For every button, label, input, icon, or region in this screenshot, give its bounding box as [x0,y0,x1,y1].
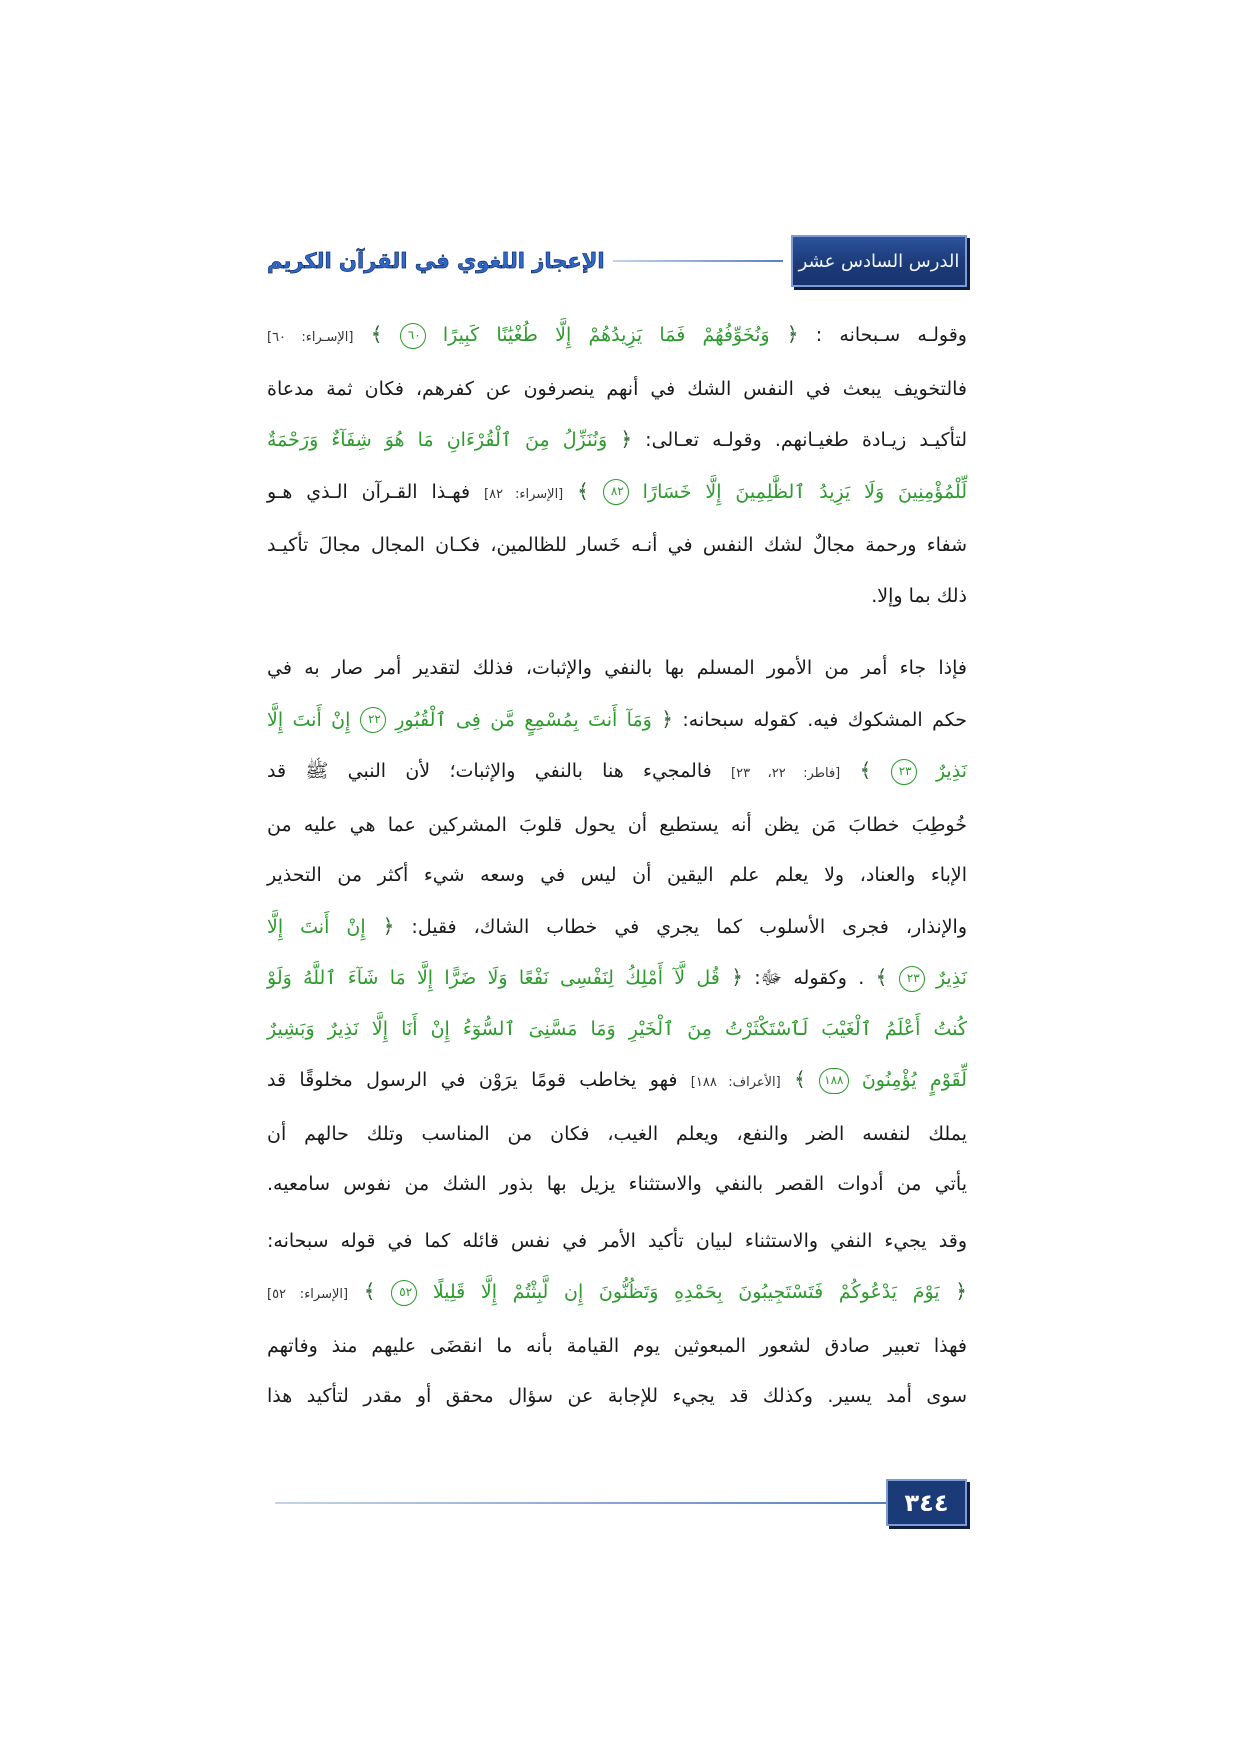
text-line [267,952,967,1004]
page-body [267,309,967,1422]
quran-verse-text: لِّقَوْمٍ يُؤْمِنُونَ [861,1069,967,1091]
text-line [267,571,967,622]
quran-verse-text: لِّلْمُؤْمِنِينَ وَلَا يَزِيدُ ٱلظَّٰلِمِينَ إِلَّا خَسَارًا [642,480,968,503]
paragraph [267,643,967,1210]
verse-citation: [الإسـراء: ٦٠] [267,330,354,345]
verse-citation: [الإسراء: ٨٢] [483,486,564,502]
quran-verse-text: يَوْمَ يَدْعُوكُمْ فَتَسْتَجِيبُونَ بِحَمْدِهِ وَتَظُنُّونَ إِن لَّبِثْتُمْ إِلَّا قَلِيلًا [432,1281,940,1303]
ornate-bracket: ﴿ [382,913,395,938]
ayah-number-marker: ١٨٨ [819,1068,848,1094]
body-text: فهـذا القـرآن الـذي هـو [267,480,471,503]
ornate-bracket: ﴾ [875,965,888,989]
body-text: والإنذار، فجرى الأسلوب كما يجري في خطاب الشاك، فقيل: [411,915,967,938]
quran-verse-text: كُنتُ أَعْلَمُ ٱلْغَيْبَ لَٱسْتَكْثَرْتُ مِنَ ٱلْخَيْرِ وَمَا مَسَّنِىَ ٱلسُّوٓءُ إِنْ أَنَا إِلَّا نَذِيرٌ وَبَشِيرٌ [267,1017,967,1040]
ayah-number-marker: ٨٢ [603,479,629,505]
ornate-bracket: ﴿ [731,965,743,989]
book-title: الإعجاز اللغوي في القرآن الكريم [267,249,605,273]
ornate-bracket: ﴿ [661,706,673,731]
body-text: شفاء ورحمة مجالٌ لشك النفس في أنـه خَسار للظالمين، فكـان المجال مجالَ تأكيـد [267,534,967,556]
verse-citation: [الأعراف: ١٨٨] [690,1075,781,1090]
text-line [267,1321,967,1372]
ayah-number-marker: ٢٣ [891,759,917,785]
page-number: ٣٤٤ [886,1479,967,1526]
body-text: فهو يخاطب قومًا يرَوْن في الرسول مخلوقًا قد [267,1069,678,1091]
text-line [267,364,967,415]
body-text: فإذا جاء أمر من الأمور المسلم بها بالنفي والإثبات، فذلك لتقدير أمر صار به في [267,657,967,679]
quran-verse-text: إِنْ أَنتَ إِلَّا [267,708,351,731]
text-line [267,901,967,953]
text-line [267,800,967,851]
text-line [267,850,967,901]
ayah-number-marker: ٦٠ [400,323,426,349]
page-header [267,232,967,290]
quran-verse-text: وَنُخَوِّفُهُمْ فَمَا يَزِيدُهُمْ إِلَّا طُغْيَٰنًا كَبِيرًا [442,324,770,346]
lesson-badge: الدرس السادس عشر [791,235,967,287]
verse-citation: [الإسراء: ٥٢] [267,1287,349,1302]
ayah-number-marker: ٢٣ [899,966,925,992]
ornate-bracket: ﴿ [955,1279,967,1303]
ornate-bracket: ﴾ [859,758,872,782]
ornate-bracket: ﴿ [786,322,799,346]
paragraph [267,309,967,621]
paragraph [267,1216,967,1422]
quran-verse-text: نَذِيرٌ [935,967,967,989]
quran-verse-text: وَنُنَزِّلُ مِنَ ٱلْقُرْءَانِ مَا هُوَ شِفَآءٌ وَرَحْمَةٌ [267,429,608,451]
body-text: ذلك بما وإلا. [871,584,967,607]
body-text: حكم المشكوك فيه. كقوله سبحانه: [682,708,967,731]
text-line [267,1109,967,1160]
body-text: وقد يجيء النفي والاستثناء لبيان تأكيد الأمر في نفس قائله كما في قوله سبحانه: [267,1229,967,1252]
page-footer [275,1479,967,1526]
ornate-bracket: ﴿ [620,427,633,451]
body-text: لتأكيـد زيـادة طغيـانهم. وقولـه تعـالى: [645,429,967,451]
text-line [267,694,967,746]
text-line [267,309,967,364]
body-text: سوى أمد يسير. وكذلك قد يجيء للإجابة عن سؤال محقق أو مقدر لتأكيد هذا [267,1385,967,1407]
ornate-bracket: ﴾ [370,322,383,346]
body-text: فالمجيء هنا بالنفي والإثبات؛ لأن النبي ﷺ قد [267,760,712,782]
body-text: وقولـه سـبحانه : [815,324,967,346]
quran-verse-text: وَمَآ أَنتَ بِمُسْمِعٍ مَّن فِى ٱلْقُبُورِ [395,708,652,731]
quran-verse-text: إِنْ أَنتَ إِلَّا [267,915,366,938]
quran-verse-text: قُل لَّآ أَمْلِكُ لِنَفْسِى نَفْعًا وَلَا ضَرًّا إِلَّا مَا شَآءَ ٱللَّهُ وَلَوْ [267,967,720,989]
body-text: الإباء والعناد، ولا يعلم علم اليقين أن ليس في وسعه شيء أكثر من التحذير [267,864,967,886]
text-line [267,520,967,571]
ayah-number-marker: ٥٢ [391,1280,417,1306]
body-text: يملك لنفسه الضر والنفع، ويعلم الغيب، فكان من المناسب وتلك حالهم أن [267,1122,967,1145]
ayah-number-marker: ٢٢ [360,707,386,733]
body-text: . وكقوله ﷻ: [754,967,865,989]
body-text: فهذا تعبير صادق لشعور المبعوثين يوم القيامة بأنه ما انقضَى عليهم منذ وفاتهم [267,1334,967,1357]
text-line [267,745,967,800]
text-line [267,414,967,466]
ornate-bracket: ﴾ [794,1067,806,1091]
text-line [267,466,967,521]
text-line [267,1004,967,1055]
text-line [267,643,967,694]
ornate-bracket: ﴾ [363,1279,376,1303]
verse-citation: [فاطر: ٢٢، ٢٣] [731,766,841,781]
quran-verse-text: نَذِيرٌ [935,760,967,782]
body-text: خُوطِبَ خطابَ مَن يظن أنه يستطيع أن يحول قلوبَ المشركين عما هي عليه من [267,813,967,836]
ornate-bracket: ﴾ [577,478,589,503]
text-line [267,1371,967,1422]
footer-rule [275,1502,886,1504]
text-line [267,1159,967,1210]
text-line [267,1216,967,1267]
header-rule [613,260,783,262]
text-line [267,1266,967,1321]
body-text: فالتخويف يبعث في النفس الشك في أنهم ينصرفون عن كفرهم، فكان ثمة مدعاة [267,377,967,400]
body-text: يأتي من أدوات القصر بالنفي والاستثناء يزيل بها بذور الشك من نفوس سامعيه. [267,1173,967,1195]
text-line [267,1054,967,1109]
